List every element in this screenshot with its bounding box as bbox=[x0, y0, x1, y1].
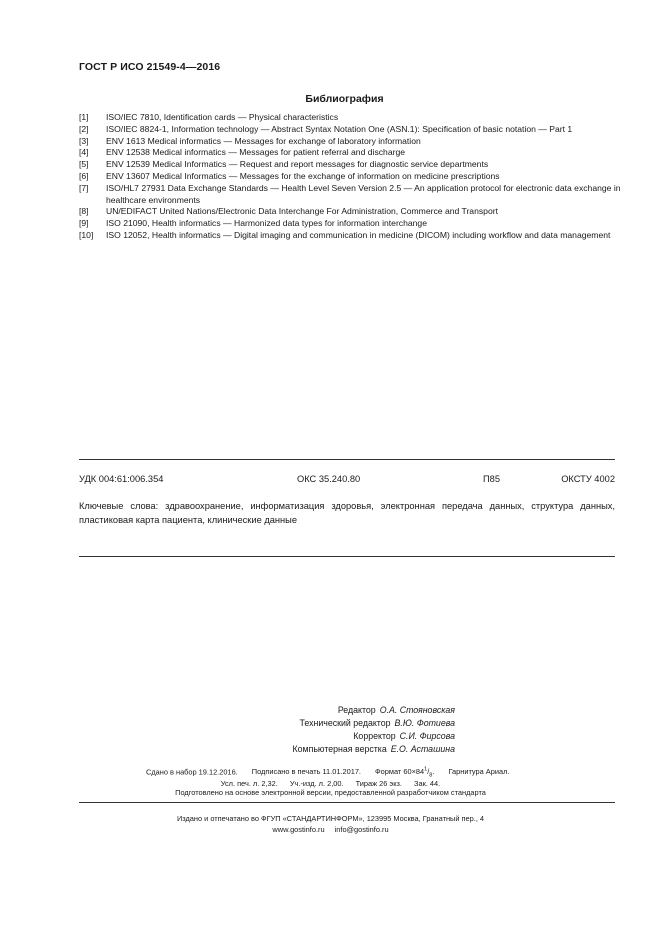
item-number: [2] bbox=[79, 123, 89, 134]
item-number: [1] bbox=[79, 112, 89, 122]
item-text: ENV 13607 Medical Informatics — Messages for the exchange of information on medicine prescriptions bbox=[106, 170, 500, 181]
item-text: ENV 12538 Medical informatics — Messages for patient referral and discharge bbox=[106, 147, 406, 158]
staff-name: В.Ю. Фотиева bbox=[394, 718, 455, 728]
classification-row bbox=[79, 474, 615, 486]
item-text: ISO 12052, Health informatics — Digital imaging and communication in medicine (DICOM) including workflow and data management bbox=[106, 229, 611, 240]
p-code: П85 bbox=[483, 474, 501, 484]
item-text: ISO/IEC 7810, Identification cards — Physical characteristics bbox=[106, 112, 339, 122]
staff-role: Технический редактор bbox=[299, 718, 391, 728]
staff-name: Е.О. Асташина bbox=[390, 744, 455, 754]
staff-name: С.И. Фирсова bbox=[399, 731, 455, 741]
bibliography-item bbox=[79, 171, 621, 183]
item-text: ISO/HL7 27931 Data Exchange Standards — Health Level Seven Version 2.5 — An application protocol for electronic data exchange in healthcare environments bbox=[106, 182, 621, 205]
website-link[interactable]: www.gostinfo.ru bbox=[272, 825, 325, 834]
item-number: [10] bbox=[79, 229, 94, 240]
imprint-line-2 bbox=[0, 779, 661, 788]
item-number: [5] bbox=[79, 159, 89, 170]
item-number: [9] bbox=[79, 218, 89, 229]
format: Формат $60\times 84^1/_8$. bbox=[375, 767, 435, 779]
divider-top bbox=[79, 459, 615, 460]
item-text: UN/EDIFACT United Nations/Electronic Data Interchange For Administration, Commerce and Transport bbox=[106, 206, 498, 217]
item-number: [7] bbox=[79, 182, 89, 193]
publisher-contacts bbox=[0, 825, 661, 834]
signed-to-print: Подписано в печать 11.01.2017. bbox=[251, 767, 361, 777]
staff-role: Компьютерная верстка bbox=[292, 744, 387, 754]
item-number: [8] bbox=[79, 206, 89, 217]
bibliography-title: Библиография bbox=[305, 93, 384, 105]
keywords: Ключевые слова: здравоохранение, информатизация здоровья, электронная передача данных, структура данных, пластиковая карта пациента, клинические данные bbox=[79, 501, 615, 526]
staff-proofreader bbox=[180, 731, 455, 741]
item-text: ISO 21090, Health informatics — Harmonized data types for information interchange bbox=[106, 218, 427, 229]
oks-code: ОКС 35.240.80 bbox=[297, 474, 361, 484]
udk-code: УДК 004:61:006.354 bbox=[79, 474, 164, 484]
item-number: [6] bbox=[79, 170, 89, 181]
publisher-address: Издано и отпечатано во ФГУП «СТАНДАРТИНФОРМ», 123995 Москва, Гранатный пер., 4 bbox=[176, 814, 485, 823]
staff-role: Редактор bbox=[337, 705, 376, 715]
staff-role: Корректор bbox=[353, 731, 396, 741]
staff-editor bbox=[180, 705, 455, 715]
typeface: Гарнитура Ариал. bbox=[448, 767, 510, 777]
item-number: [3] bbox=[79, 135, 89, 146]
staff-name: О.А. Стояновская bbox=[379, 705, 455, 715]
item-number: [4] bbox=[79, 147, 89, 158]
imprint-line-1 bbox=[146, 767, 509, 779]
staff-tech-editor bbox=[180, 718, 455, 728]
bibliography-item bbox=[79, 206, 621, 218]
divider-bottom bbox=[79, 556, 615, 557]
standard-code: ГОСТ Р ИСО 21549-4—2016 bbox=[79, 61, 221, 73]
email-link[interactable]: info@gostinfo.ru bbox=[334, 825, 389, 834]
bibliography-list bbox=[79, 112, 621, 242]
bibliography-item bbox=[79, 112, 621, 124]
item-text: ENV 1613 Medical informatics — Messages for exchange of laboratory information bbox=[106, 135, 421, 146]
staff-layout bbox=[180, 744, 455, 754]
bibliography-item bbox=[79, 218, 621, 230]
print-sheets: Усл. печ. л. 2,32. bbox=[220, 779, 278, 788]
bibliography-item bbox=[79, 136, 621, 148]
prepared-note: Подготовлено на основе электронной версии, предоставленной разработчиком стандарта bbox=[175, 788, 486, 797]
item-text: ISO/IEC 8824-1, Information technology — Abstract Syntax Notation One (ASN.1): Specification of basic notation — Part 1 bbox=[106, 123, 573, 134]
bibliography-item bbox=[79, 183, 621, 207]
item-text: ENV 12539 Medical Informatics — Request and report messages for diagnostic service departments bbox=[106, 159, 489, 170]
divider-imprint bbox=[79, 802, 615, 803]
sent-to-set: Сдано в набор 19.12.2016. bbox=[146, 767, 238, 777]
order-number: Зак. 44. bbox=[414, 779, 441, 788]
bibliography-item bbox=[79, 230, 621, 242]
okstu-code: ОКСТУ 4002 bbox=[561, 474, 615, 484]
bibliography-item bbox=[79, 124, 621, 136]
pub-sheets: Уч.-изд. л. 2,00. bbox=[289, 779, 344, 788]
bibliography-item bbox=[79, 147, 621, 159]
bibliography-item bbox=[79, 159, 621, 171]
print-run: Тираж 26 экз. bbox=[355, 779, 402, 788]
